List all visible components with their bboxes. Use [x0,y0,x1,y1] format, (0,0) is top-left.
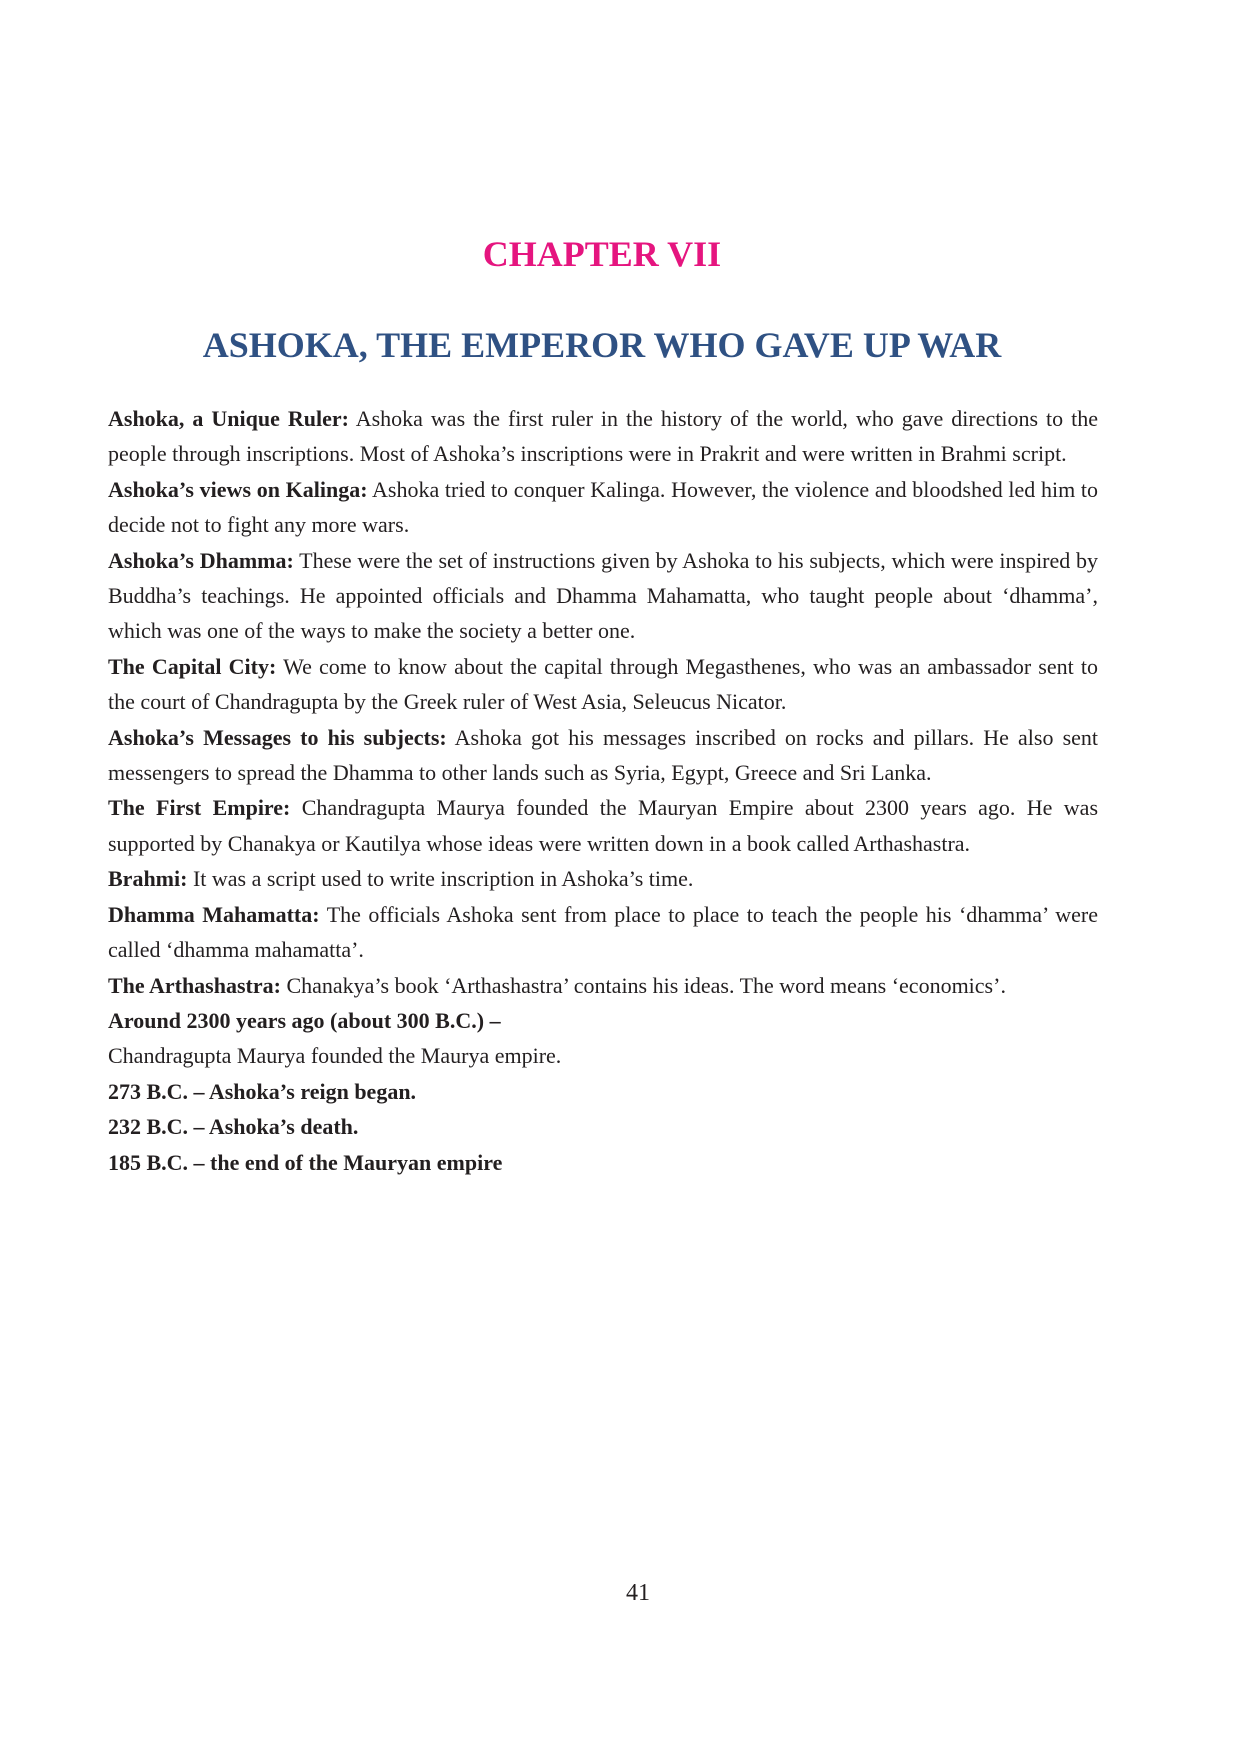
chapter-body [108,401,1098,1180]
section-paragraph [108,897,1098,968]
section-heading: Ashoka, a Unique Ruler: [108,406,349,431]
section-text: These were the set of instructions given by Ashoka to his subjects, which were inspired by Buddha’s teachings. He appointed officials and Dhamma Mahamatta, who taught people about ‘dhamma’, which was one of the ways to make the society a better one. [108,547,1098,644]
section-text: We come to know about the capital through Megasthenes, who was an ambassador sent to the court of Chandragupta by the Greek ruler of West Asia, Seleucus Nicator. [108,653,1098,715]
section-paragraph [108,861,1098,896]
section-heading: Ashoka’s views on Kalinga: [108,476,368,502]
section-paragraph [108,543,1098,649]
section-text: The officials Ashoka sent from place to place to teach the people his ‘dhamma’ were called ‘dhamma mahamatta’. [108,901,1098,963]
timeline-entry: 273 B.C. – Ashoka’s reign began. [108,1078,417,1104]
section-heading: Ashoka’s Dhamma: [108,547,294,573]
section-paragraph [108,968,1098,1003]
section-text: Chanakya’s book ‘Arthashastra’ contains his ideas. The word means ‘economics’. [286,972,1006,998]
section-text: Ashoka got his messages inscribed on rocks and pillars. He also sent messengers to spread the Dhamma to other lands such as Syria, Egypt, Greece and Sri Lanka. [108,724,1099,786]
section-heading: Dhamma Mahamatta: [108,901,320,927]
section-paragraph [108,472,1098,543]
chapter-title: ASHOKA, THE EMPEROR WHO GAVE UP WAR [202,325,1002,365]
section-heading: Ashoka’s Messages to his subjects: [108,724,447,750]
section-text: Chandragupta Maurya founded the Mauryan Empire about 2300 years ago. He was supported by Chanakya or Kautilya whose ideas were written down in a book called Arthashastra. [108,795,1099,856]
section-paragraph [108,720,1098,791]
timeline-entry: 185 B.C. – the end of the Mauryan empire [108,1149,503,1175]
section-paragraph [108,790,1098,861]
timeline-heading: Around 2300 years ago (about 300 B.C.) – [108,1007,501,1033]
section-text: Ashoka was the first ruler in the history of the world, who gave directions to the people through inscriptions. Most of Ashoka’s inscriptions were in Prakrit and were written in Brahmi script. [108,406,1098,467]
section-text: It was a script used to write inscription in Ashoka’s time. [192,866,694,892]
section-heading: Brahmi: [108,866,188,892]
section-heading: The Capital City: [108,653,277,679]
section-text: Ashoka tried to conquer Kalinga. However, the violence and bloodshed led him to decide not to fight any more wars. [108,476,1099,538]
section-heading: The First Empire: [108,795,291,821]
timeline-entry: 232 B.C. – Ashoka’s death. [108,1114,359,1140]
section-paragraph [108,401,1098,472]
page-number: 41 [626,1580,650,1606]
section-paragraph [108,649,1098,720]
timeline-text: Chandragupta Maurya founded the Maurya empire. [108,1043,562,1069]
section-heading: The Arthashastra: [108,972,281,998]
chapter-label: CHAPTER VII [482,234,722,274]
